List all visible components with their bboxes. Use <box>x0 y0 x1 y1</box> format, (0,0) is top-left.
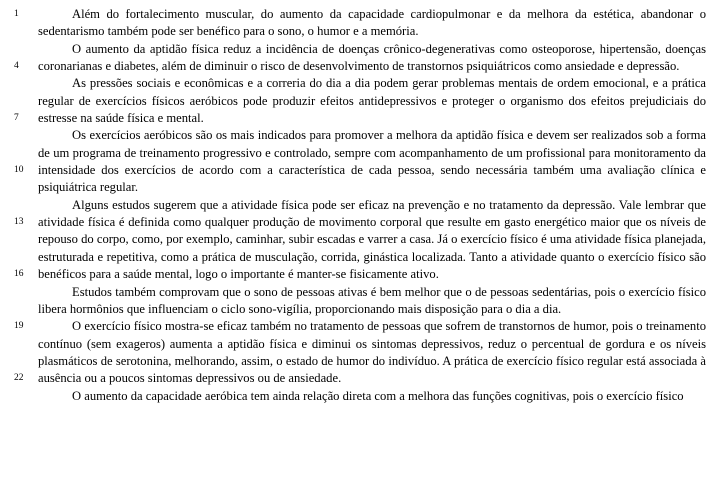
document-body <box>38 6 706 405</box>
line-number-blank <box>14 301 36 318</box>
line-number-blank <box>14 75 36 92</box>
line-number: 7 <box>14 113 19 124</box>
line-number: 16 <box>14 269 24 280</box>
line-number: 1 <box>14 9 19 19</box>
line-number: 22 <box>14 373 24 384</box>
line-number-blank <box>14 93 36 110</box>
line-number-blank <box>14 179 36 196</box>
line-number-blank <box>14 336 36 353</box>
paragraph: Os exercícios aeróbicos são os mais indicados para promover a melhora da aptidão física e devem ser realizados sob a forma de um programa de treinamento progressivo e controlado, sempre com acompanhamento de um profissional para monitoramento da intensidade dos exercícios de acordo com a característica de cada pessoa, sendo necessária também uma avaliação clínica e psiquiátrica regular. <box>38 128 706 195</box>
paragraph: O aumento da aptidão física reduz a incidência de doenças crônico-degenerativas como osteoporose, hipertensão, doenças coronarianas e diabetes, além de diminuir o risco de desenvolvimento de transtornos psiquiátricos como ansiedade e depressão. <box>38 41 706 74</box>
line-number-blank <box>14 353 36 370</box>
paragraph: O aumento da capacidade aeróbica tem ainda relação direta com a melhora das funções cognitivas, pois o exercício físico <box>72 388 684 403</box>
line-number: 10 <box>14 165 24 176</box>
line-number-blank <box>14 249 36 266</box>
line-number-blank <box>14 145 36 162</box>
line-number-blank <box>14 23 36 40</box>
line-number: 13 <box>14 217 24 228</box>
line-number-blank <box>14 231 36 248</box>
line-number-blank <box>14 41 36 58</box>
line-number: 4 <box>14 61 19 72</box>
line-number-gutter <box>14 6 36 388</box>
paragraph: O exercício físico mostra-se eficaz também no tratamento de pessoas que sofrem de transtornos de humor, pois o treinamento contínuo (sem exageros) aumenta a aptidão física e diminui os sintomas depressivos, reduz o percentual de gordura e os níveis plasmáticos de serotonina, melhorando, assim, o estado de humor do indivíduo. A prática de exercício físico regular está associada à ausência ou a poucos sintomas depressivos ou de ansiedade. <box>38 319 706 386</box>
line-number-blank <box>14 197 36 214</box>
line-number-blank <box>14 127 36 144</box>
paragraph: As pressões sociais e econômicas e a correria do dia a dia podem gerar problemas mentais de ordem emocional, e a prática regular de exercícios físicos aeróbicos pode produzir efeitos antidepressivos e proteger o organismo dos efeitos prejudiciais do estresse na saúde física e mental. <box>38 76 706 126</box>
paragraph: Estudos também comprovam que o sono de pessoas ativas é bem melhor que o de pessoas sedentárias, pois o exercício físico libera hormônios que influenciam o ciclo sono-vigília, proporcionando mais disposição para o dia a dia. <box>38 284 706 316</box>
line-number-blank <box>14 284 36 301</box>
line-number: 19 <box>14 321 24 332</box>
paragraph: Além do fortalecimento muscular, do aumento da capacidade cardiopulmonar e da melhora da estética, abandonar o sedentarismo também pode ser benéfico para o sono, o humor e a memória. <box>38 7 706 39</box>
paragraph: Alguns estudos sugerem que a atividade física pode ser eficaz na prevenção e no tratamento da depressão. Vale lembrar que atividade física é definida como qualquer produção de movimento corporal que resulte em gasto energético maior que os níveis de repouso do corpo, como, por exemplo, caminhar, subir escadas e varrer a casa. Já o exercício físico é uma atividade física planejada, estruturada e repetitiva, como a prática de musculação, corrida, ginástica localizada. Tanto a atividade quanto o exercício físico são benéficos para a saúde mental, logo o importante é manter-se fisicamente ativo. <box>38 197 706 282</box>
